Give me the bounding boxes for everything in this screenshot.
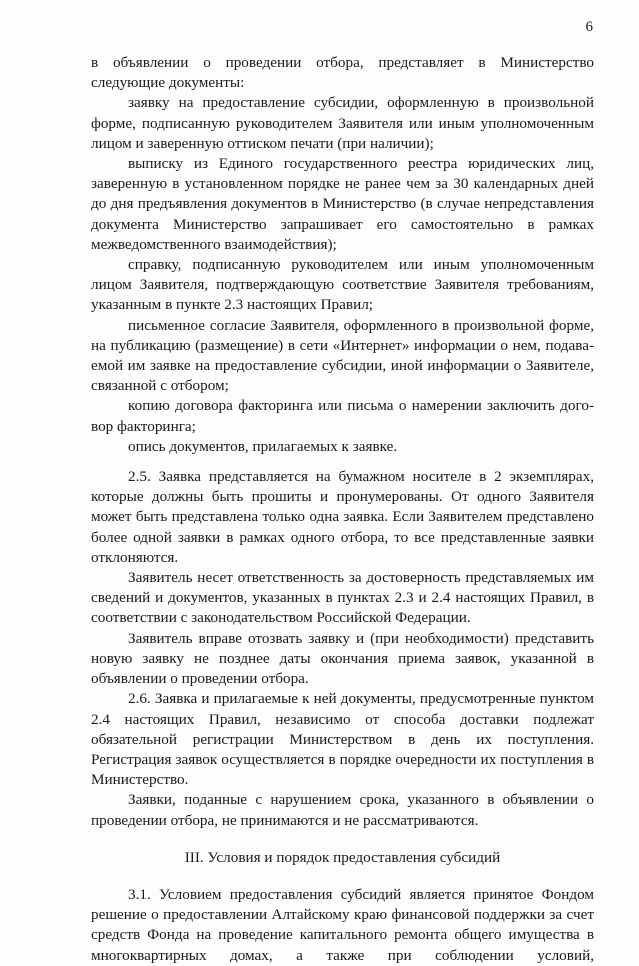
page-number: 6 <box>585 19 593 35</box>
paragraph-documents-intro: в объявлении о проведении отбора, представляет в Министерство следующие документы: <box>91 54 594 92</box>
paragraph-application-item: заявку на предоставление субсидии, оформленную в произвольной форме, подписанную руководителем Заявителя или иным уполномоченным лицом и заверенную оттиском печати (при наличии); <box>91 94 594 152</box>
paragraph-registry-extract-item: выписку из Единого государственного реестра юридических лиц, заверенную в установленном порядке не ранее чем за 30 календарных дней до дня предъявления документов в Министерство (в случае непредставления документа Министерство запрашивает его самостоятельно в рамках межведомственного взаимодействия); <box>91 155 594 253</box>
section-heading: III. Условия и порядок предоставления субсидий <box>184 848 501 866</box>
paragraph-consent-item: письменное согласие Заявителя, оформленного в произвольной форме, на публикацию (размещение) в сети «Интернет» информации о нем, подаваемой им заявке на предоставление субсидии, иной информации о Заявителе, связанной с отбором; <box>91 316 594 395</box>
paragraph-clause-2-6: 2.6. Заявка и прилагаемые к ней документы, предусмотренные пунктом 2.4 настоящих Правил, независимо от способа доставки подлежат обязательной регистрации Министерством в день их поступления. Регистрация заявок осуществляется в порядке очередности их поступления в Министерство. <box>91 690 594 789</box>
paragraph-certificate-item: справку, подписанную руководителем или иным уполномоченным лицом Заявителя, подтверждающую соответствие Заявителя требованиям, указанным в пункте 2.3 настоящих Правил; <box>91 256 594 314</box>
paragraph-late-applications: Заявки, поданные с нарушением срока, указанного в объявлении о проведении отбора, не принимаются и не рассматриваются. <box>91 791 594 829</box>
paragraph-clause-2-5: 2.5. Заявка представляется на бумажном носителе в 2 экземплярах, которые должны быть прошиты и пронумерованы. От одного Заявителя может быть представлена только одна заявка. Если Заявителем представлено более одной заявки в рамках одного отбора, то все представленные заявки отклоняются. <box>91 468 594 566</box>
document-body <box>91 53 594 966</box>
paragraph-clause-3-1: 3.1. Условием предоставления субсидий является принятое Фондом решение о предоставлении Алтайскому краю финансовой поддержки за счет средств Фонда на проведение капитального ремонта общего имущества в многоквартирных домах, а также при соблюдении условий, <box>91 885 594 964</box>
paragraph-applicant-responsibility: Заявитель несет ответственность за достоверность представляемых им сведений и документов, указанных в пунктах 2.3 и 2.4 настоящих Правил, в соответствии с законодательством Российской Федерации. <box>91 569 594 627</box>
paragraph-applicant-withdrawal: Заявитель вправе отозвать заявку и (при необходимости) представить новую заявку не позднее даты окончания приема заявок, указанной в объявлении о проведении отбора. <box>91 629 594 688</box>
paragraph-inventory-item: опись документов, прилагаемых к заявке. <box>128 437 398 455</box>
paragraph-factoring-item: копию договора факторинга или письма о намерении заключить договор факторинга; <box>91 397 594 435</box>
